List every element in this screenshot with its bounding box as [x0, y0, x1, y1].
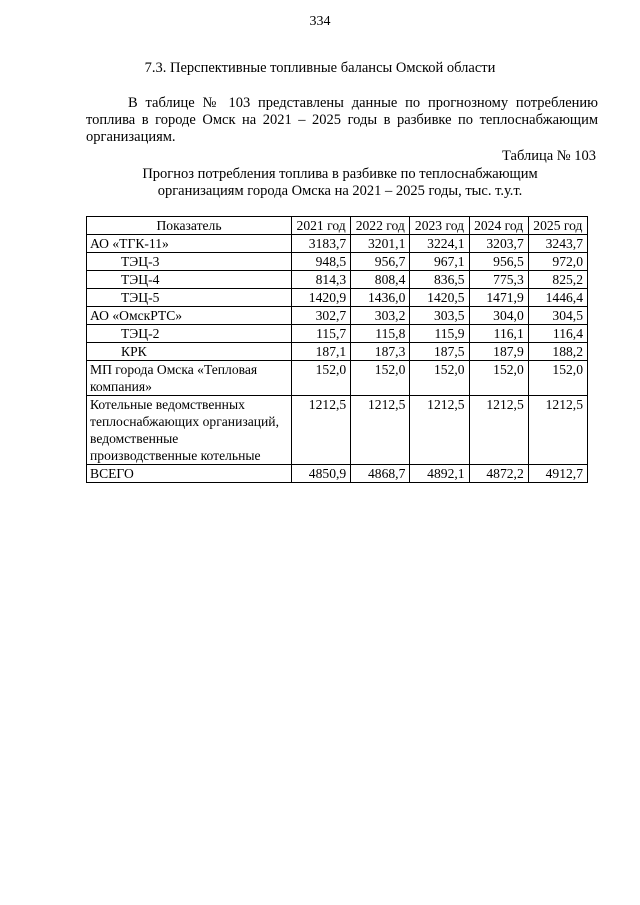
cell-value: 115,7 [292, 325, 351, 343]
cell-value: 775,3 [469, 271, 528, 289]
caption-line: организациям города Омска на 2021 – 2025 годы, тыс. т.у.т. [157, 183, 523, 199]
cell-value: 1212,5 [469, 396, 528, 465]
row-label: КРК [87, 343, 292, 361]
cell-value: 116,4 [528, 325, 587, 343]
cell-value: 152,0 [469, 361, 528, 396]
row-label: АО «ОмскРТС» [87, 307, 292, 325]
cell-value: 115,9 [410, 325, 469, 343]
cell-value: 4892,1 [410, 465, 469, 483]
row-label: ТЭЦ-3 [87, 253, 292, 271]
header-indicator: Показатель [87, 217, 292, 235]
table-row [87, 396, 588, 465]
cell-value: 4872,2 [469, 465, 528, 483]
cell-value: 1420,9 [292, 289, 351, 307]
cell-value: 972,0 [528, 253, 587, 271]
section-title: 7.3. Перспективные топливные балансы Омской области [144, 60, 496, 76]
cell-value: 1471,9 [469, 289, 528, 307]
cell-value: 152,0 [292, 361, 351, 396]
table-row [87, 271, 588, 289]
table-row [87, 307, 588, 325]
header-2022: 2022 год [351, 217, 410, 235]
row-label: ВСЕГО [87, 465, 292, 483]
header-2025: 2025 год [528, 217, 587, 235]
cell-value: 967,1 [410, 253, 469, 271]
cell-value: 188,2 [528, 343, 587, 361]
row-label: ТЭЦ-4 [87, 271, 292, 289]
cell-value: 187,5 [410, 343, 469, 361]
cell-value: 1212,5 [351, 396, 410, 465]
table-row [87, 361, 588, 396]
cell-value: 152,0 [351, 361, 410, 396]
cell-value: 956,7 [351, 253, 410, 271]
row-label: АО «ТГК-11» [87, 235, 292, 253]
cell-value: 1446,4 [528, 289, 587, 307]
table-row [87, 325, 588, 343]
cell-value: 1212,5 [292, 396, 351, 465]
cell-value: 3243,7 [528, 235, 587, 253]
table-label: Таблица № 103 [502, 148, 596, 164]
table-row-total [87, 465, 588, 483]
table-row [87, 253, 588, 271]
cell-value: 3224,1 [410, 235, 469, 253]
cell-value: 1212,5 [528, 396, 587, 465]
cell-value: 187,3 [351, 343, 410, 361]
cell-value: 836,5 [410, 271, 469, 289]
cell-value: 4912,7 [528, 465, 587, 483]
table-row [87, 289, 588, 307]
cell-value: 304,5 [528, 307, 587, 325]
row-label: ТЭЦ-2 [87, 325, 292, 343]
row-label: МП города Омска «Тепловая компания» [87, 361, 292, 396]
header-2024: 2024 год [469, 217, 528, 235]
cell-value: 3183,7 [292, 235, 351, 253]
cell-value: 956,5 [469, 253, 528, 271]
table-row [87, 343, 588, 361]
table-header-row [87, 217, 588, 235]
cell-value: 825,2 [528, 271, 587, 289]
cell-value: 3201,1 [351, 235, 410, 253]
cell-value: 303,2 [351, 307, 410, 325]
cell-value: 4868,7 [351, 465, 410, 483]
cell-value: 808,4 [351, 271, 410, 289]
cell-value: 948,5 [292, 253, 351, 271]
cell-value: 1420,5 [410, 289, 469, 307]
cell-value: 152,0 [410, 361, 469, 396]
cell-value: 187,1 [292, 343, 351, 361]
row-label: ТЭЦ-5 [87, 289, 292, 307]
cell-value: 115,8 [351, 325, 410, 343]
caption-line: Прогноз потребления топлива в разбивке по теплоснабжающим [142, 166, 538, 182]
page-number: 334 [309, 14, 331, 29]
header-2023: 2023 год [410, 217, 469, 235]
table-row [87, 235, 588, 253]
table-caption [100, 166, 580, 200]
cell-value: 4850,9 [292, 465, 351, 483]
intro-paragraph: В таблице № 103 представлены данные по прогнозному потреблению топлива в городе Омск на 2021 – 2025 годы в разбивке по теплоснабжающим организациям. [86, 95, 598, 145]
cell-value: 304,0 [469, 307, 528, 325]
cell-value: 303,5 [410, 307, 469, 325]
cell-value: 1436,0 [351, 289, 410, 307]
cell-value: 302,7 [292, 307, 351, 325]
cell-value: 3203,7 [469, 235, 528, 253]
cell-value: 814,3 [292, 271, 351, 289]
cell-value: 116,1 [469, 325, 528, 343]
row-label: Котельные ведомственных теплоснабжающих организаций, ведомственные производственные котельные [87, 396, 292, 465]
cell-value: 1212,5 [410, 396, 469, 465]
cell-value: 152,0 [528, 361, 587, 396]
cell-value: 187,9 [469, 343, 528, 361]
header-2021: 2021 год [292, 217, 351, 235]
fuel-consumption-table [86, 216, 588, 483]
